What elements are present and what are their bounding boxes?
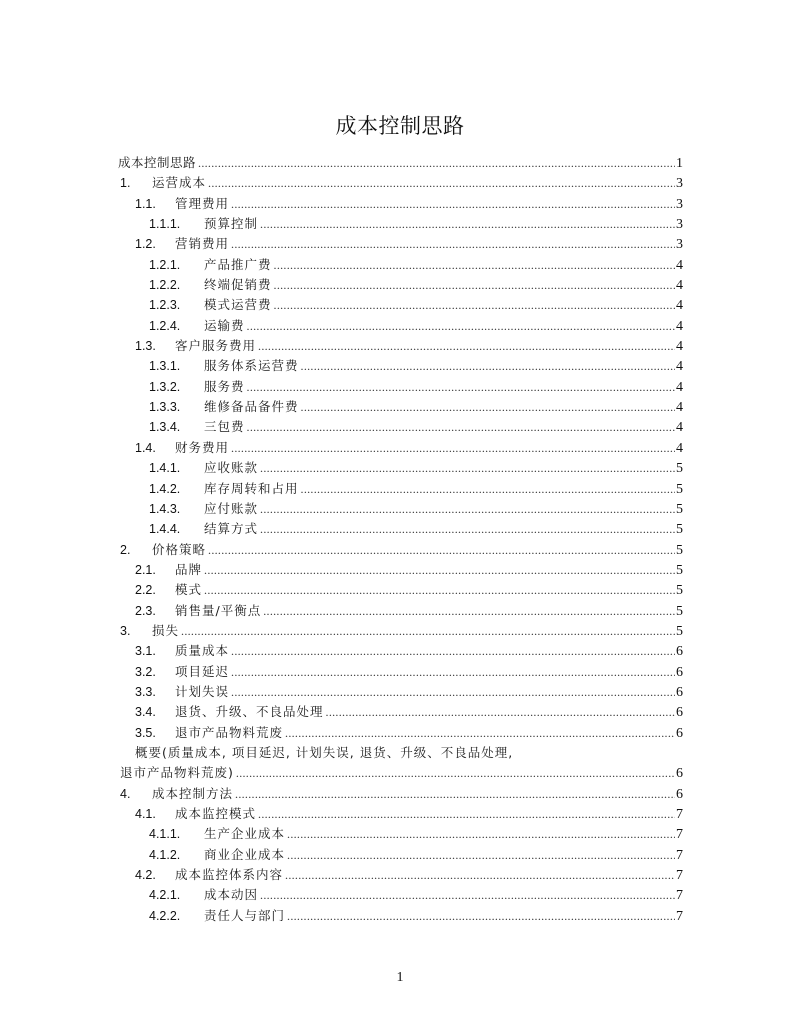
toc-entry-page: 4 bbox=[676, 379, 683, 395]
toc-entry-page: 4 bbox=[676, 420, 683, 436]
toc-entry-page: 5 bbox=[676, 461, 683, 477]
toc-entry-label: 概要(质量成本, 项目延迟, 计划失误, 退货、升级、不良品处理, bbox=[135, 744, 514, 760]
toc-entry-label: 预算控制 bbox=[204, 216, 259, 232]
toc-entry-number: 3.2. bbox=[135, 664, 156, 679]
toc-entry[interactable] bbox=[118, 255, 683, 275]
toc-entry-number: 1.1.1. bbox=[149, 217, 181, 232]
page-number: 1 bbox=[396, 970, 404, 985]
toc-entry-page: 3 bbox=[676, 217, 683, 233]
toc-entry-page: 4 bbox=[676, 298, 683, 314]
toc-entry-page: 4 bbox=[676, 318, 683, 334]
toc-entry-label: 退市产品物料荒废) bbox=[120, 765, 234, 781]
toc-entry-number: 4.1.2. bbox=[149, 847, 181, 862]
toc-dot-leader bbox=[208, 540, 675, 560]
toc-dot-leader bbox=[301, 356, 675, 376]
toc-entry[interactable] bbox=[118, 641, 683, 661]
toc-entry-number: 1.4.3. bbox=[149, 501, 181, 516]
toc-entry-number: 1.3.1. bbox=[149, 359, 181, 374]
toc-dot-leader bbox=[260, 458, 675, 478]
document-title: 成本控制思路 bbox=[335, 114, 465, 138]
toc-entry-label: 管理费用 bbox=[175, 195, 230, 211]
toc-entry-page: 3 bbox=[676, 176, 683, 192]
toc-entry-number: 4.1.1. bbox=[149, 827, 181, 842]
toc-entry-label: 终端促销费 bbox=[204, 277, 272, 293]
toc-entry-number: 4.2. bbox=[135, 868, 156, 883]
toc-entry-page: 6 bbox=[676, 786, 683, 802]
toc-dot-leader bbox=[285, 723, 675, 743]
toc-entry-label: 损失 bbox=[152, 622, 180, 638]
toc-entry-page: 4 bbox=[676, 359, 683, 375]
toc-dot-leader bbox=[231, 682, 675, 702]
toc-entry[interactable] bbox=[118, 906, 683, 926]
toc-entry[interactable] bbox=[118, 316, 683, 336]
toc-entry-page: 7 bbox=[676, 807, 683, 822]
toc-entry-page: 7 bbox=[676, 827, 683, 843]
toc-dot-leader bbox=[287, 906, 675, 926]
toc-entry-page: 5 bbox=[676, 542, 683, 558]
toc-entry[interactable] bbox=[118, 356, 683, 376]
toc-entry[interactable] bbox=[118, 865, 683, 885]
toc-dot-leader bbox=[263, 601, 675, 621]
toc-entry-number: 2. bbox=[120, 542, 131, 557]
toc-entry-page: 5 bbox=[676, 481, 683, 497]
toc-entry-label: 品牌 bbox=[175, 561, 203, 577]
toc-entry-label: 运营成本 bbox=[152, 175, 207, 191]
toc-entry-number: 2.2. bbox=[135, 583, 156, 598]
toc-entry[interactable] bbox=[118, 499, 683, 519]
toc-entry-number: 4.2.1. bbox=[149, 888, 181, 903]
toc-entry-number: 4.2.2. bbox=[149, 908, 181, 923]
toc-entry-page: 5 bbox=[676, 623, 683, 639]
toc-entry[interactable] bbox=[118, 743, 683, 763]
toc-entry-page: 6 bbox=[676, 684, 683, 700]
toc-entry-page: 3 bbox=[676, 196, 683, 212]
toc-entry[interactable] bbox=[118, 601, 683, 621]
toc-entry-number: 1. bbox=[120, 176, 131, 191]
toc-entry-label: 结算方式 bbox=[204, 521, 259, 537]
toc-entry-page: 5 bbox=[676, 562, 683, 578]
toc-entry[interactable] bbox=[118, 580, 683, 600]
toc-dot-leader bbox=[274, 275, 675, 295]
table-of-contents bbox=[118, 153, 683, 926]
toc-entry-number: 4. bbox=[120, 786, 131, 801]
toc-entry-page: 7 bbox=[676, 847, 683, 863]
toc-dot-leader bbox=[260, 885, 675, 905]
toc-dot-leader bbox=[260, 214, 675, 234]
toc-dot-leader bbox=[247, 377, 675, 397]
toc-dot-leader bbox=[231, 438, 675, 458]
toc-dot-leader bbox=[274, 295, 675, 315]
toc-entry-page: 5 bbox=[676, 522, 683, 538]
toc-entry[interactable] bbox=[118, 214, 683, 234]
toc-entry-label: 成本动因 bbox=[204, 887, 259, 903]
toc-entry-number: 3.3. bbox=[135, 684, 156, 699]
toc-entry[interactable] bbox=[118, 295, 683, 315]
toc-entry[interactable] bbox=[118, 540, 683, 560]
toc-entry-number: 1.4.2. bbox=[149, 481, 181, 496]
toc-dot-leader bbox=[204, 580, 675, 600]
toc-entry-number: 1.1. bbox=[135, 196, 156, 211]
toc-dot-leader bbox=[208, 173, 675, 193]
toc-entry-label: 生产企业成本 bbox=[204, 826, 286, 842]
toc-entry[interactable] bbox=[118, 682, 683, 702]
toc-dot-leader bbox=[260, 519, 675, 539]
toc-entry-page: 6 bbox=[676, 705, 683, 721]
toc-entry-page: 4 bbox=[676, 257, 683, 273]
toc-dot-leader bbox=[247, 316, 675, 336]
toc-entry-number: 1.2.2. bbox=[149, 278, 181, 293]
toc-dot-leader bbox=[260, 499, 675, 519]
toc-entry[interactable] bbox=[118, 234, 683, 254]
toc-entry[interactable] bbox=[118, 519, 683, 539]
toc-entry-label: 成本控制思路 bbox=[118, 155, 197, 170]
toc-dot-leader bbox=[285, 865, 675, 885]
toc-entry-page: 5 bbox=[676, 603, 683, 619]
toc-dot-leader bbox=[301, 479, 675, 499]
toc-entry-number: 4.1. bbox=[135, 807, 156, 821]
toc-entry[interactable] bbox=[118, 662, 683, 682]
toc-entry-label: 服务体系运营费 bbox=[204, 358, 299, 374]
toc-entry[interactable] bbox=[118, 723, 683, 743]
toc-entry[interactable] bbox=[118, 824, 683, 844]
toc-dot-leader bbox=[301, 397, 675, 417]
toc-dot-leader bbox=[274, 255, 675, 275]
toc-entry-label: 服务费 bbox=[204, 378, 245, 394]
toc-entry[interactable] bbox=[118, 560, 683, 580]
toc-dot-leader bbox=[231, 662, 675, 682]
toc-entry-label: 销售量/平衡点 bbox=[175, 602, 262, 618]
toc-entry[interactable] bbox=[118, 458, 683, 478]
toc-dot-leader bbox=[258, 336, 675, 356]
toc-entry[interactable] bbox=[118, 194, 683, 214]
toc-entry-number: 1.3. bbox=[135, 339, 156, 354]
toc-entry-number: 1.3.3. bbox=[149, 400, 181, 415]
toc-entry[interactable] bbox=[118, 275, 683, 295]
toc-entry-page: 6 bbox=[676, 664, 683, 680]
toc-entry-label: 库存周转和占用 bbox=[204, 480, 299, 496]
toc-entry-label: 运输费 bbox=[204, 317, 245, 333]
toc-entry-number: 1.2.4. bbox=[149, 318, 181, 333]
toc-entry-label: 模式运营费 bbox=[204, 297, 272, 313]
toc-entry-label: 商业企业成本 bbox=[204, 846, 286, 862]
toc-dot-leader bbox=[198, 153, 675, 173]
toc-entry[interactable] bbox=[118, 397, 683, 417]
toc-entry-label: 退货、升级、不良品处理 bbox=[175, 704, 324, 720]
toc-dot-leader bbox=[258, 804, 675, 824]
toc-dot-leader bbox=[231, 234, 675, 254]
toc-entry[interactable] bbox=[118, 479, 683, 499]
toc-entry-number: 1.3.4. bbox=[149, 420, 181, 435]
toc-entry-page: 4 bbox=[676, 440, 683, 456]
toc-entry-label: 应付账款 bbox=[204, 500, 259, 516]
toc-entry-page: 3 bbox=[676, 237, 683, 253]
toc-entry-number: 3.5. bbox=[135, 725, 156, 740]
toc-entry-number: 2.1. bbox=[135, 562, 156, 577]
toc-entry-number: 1.2.1. bbox=[149, 257, 181, 272]
toc-dot-leader bbox=[181, 621, 675, 641]
toc-dot-leader bbox=[247, 417, 675, 437]
toc-entry-label: 退市产品物料荒废 bbox=[175, 724, 284, 740]
toc-entry-page: 7 bbox=[676, 888, 683, 904]
toc-entry-page: 1 bbox=[676, 156, 683, 171]
toc-entry-label: 价格策略 bbox=[152, 541, 207, 557]
toc-entry[interactable] bbox=[118, 173, 683, 193]
toc-entry-number: 1.2. bbox=[135, 237, 156, 252]
toc-entry-label: 营销费用 bbox=[175, 236, 230, 252]
toc-entry[interactable] bbox=[118, 621, 683, 641]
toc-entry[interactable] bbox=[118, 438, 683, 458]
toc-entry[interactable] bbox=[118, 784, 683, 804]
toc-dot-leader bbox=[204, 560, 675, 580]
toc-entry-number: 1.3.2. bbox=[149, 379, 181, 394]
toc-dot-leader bbox=[235, 784, 675, 804]
toc-entry-page: 4 bbox=[676, 278, 683, 294]
toc-entry-label: 成本监控模式 bbox=[175, 806, 257, 821]
toc-dot-leader bbox=[231, 194, 675, 214]
toc-entry-page: 6 bbox=[676, 725, 683, 741]
toc-entry-number: 3. bbox=[120, 623, 131, 638]
toc-entry[interactable] bbox=[118, 702, 683, 722]
toc-entry-page: 7 bbox=[676, 868, 683, 884]
toc-dot-leader bbox=[236, 763, 675, 783]
toc-entry[interactable] bbox=[118, 885, 683, 905]
toc-entry-label: 质量成本 bbox=[175, 643, 230, 659]
toc-entry-number: 1.4.1. bbox=[149, 461, 181, 476]
toc-dot-leader bbox=[231, 641, 675, 661]
toc-entry-label: 成本控制方法 bbox=[152, 785, 234, 801]
toc-entry-page: 4 bbox=[676, 339, 683, 355]
toc-entry-page: 7 bbox=[676, 908, 683, 924]
toc-entry-label: 维修备品备件费 bbox=[204, 399, 299, 415]
toc-dot-leader bbox=[287, 845, 675, 865]
toc-entry-page: 5 bbox=[676, 583, 683, 599]
toc-entry-number: 1.4.4. bbox=[149, 522, 181, 537]
toc-entry-number: 3.1. bbox=[135, 644, 156, 659]
toc-entry-number: 3.4. bbox=[135, 705, 156, 720]
toc-entry-label: 计划失误 bbox=[175, 683, 230, 699]
toc-entry-page: 6 bbox=[676, 644, 683, 660]
toc-entry-page: 6 bbox=[676, 766, 683, 782]
toc-entry-label: 三包费 bbox=[204, 419, 245, 435]
toc-entry-page: 4 bbox=[676, 400, 683, 416]
toc-entry-number: 1.2.3. bbox=[149, 298, 181, 313]
toc-entry-label: 项目延迟 bbox=[175, 663, 230, 679]
toc-entry-label: 客户服务费用 bbox=[175, 338, 257, 354]
toc-entry-number: 1.4. bbox=[135, 440, 156, 455]
toc-entry[interactable] bbox=[118, 153, 683, 173]
toc-entry[interactable] bbox=[118, 763, 683, 783]
toc-dot-leader bbox=[287, 824, 675, 844]
toc-entry[interactable] bbox=[118, 845, 683, 865]
toc-entry-label: 应收账款 bbox=[204, 460, 259, 476]
toc-entry-label: 成本监控体系内容 bbox=[175, 867, 284, 883]
toc-entry[interactable] bbox=[118, 417, 683, 437]
toc-entry-label: 模式 bbox=[175, 582, 203, 598]
toc-entry-page: 5 bbox=[676, 501, 683, 517]
toc-entry[interactable] bbox=[118, 804, 683, 824]
toc-entry[interactable] bbox=[118, 336, 683, 356]
toc-entry-label: 产品推广费 bbox=[204, 256, 272, 272]
toc-entry-number: 2.3. bbox=[135, 603, 156, 618]
toc-entry[interactable] bbox=[118, 377, 683, 397]
toc-dot-leader bbox=[326, 702, 675, 722]
toc-entry-label: 财务费用 bbox=[175, 439, 230, 455]
toc-entry-label: 责任人与部门 bbox=[204, 907, 286, 923]
